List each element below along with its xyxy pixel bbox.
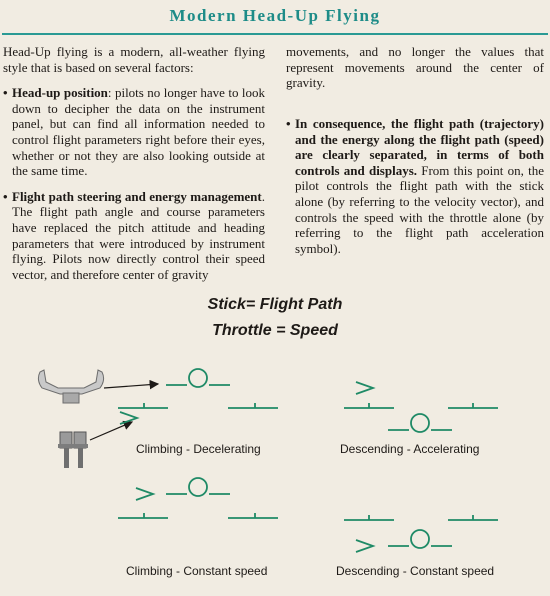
horizon-line-icon: [118, 513, 168, 518]
panel-descending-accelerating: [344, 382, 498, 432]
stick-arrow: [104, 384, 158, 388]
horizon-line-icon: [448, 403, 498, 408]
velocity-vector-icon: [189, 369, 207, 387]
acceleration-chevron-icon: [120, 412, 137, 424]
horizon-line-icon: [448, 515, 498, 520]
bullet-text: From this point on, the pilot controls the flight path with the stick alone (by referring to the velocity vector), and controls the speed with the throttle alone (by referring to the flight path acceleration symbol).: [295, 162, 544, 256]
page-title: Modern Head-Up Flying: [169, 6, 381, 25]
control-stick-icon: [38, 370, 103, 403]
bullet-text: . The flight path angle and course parameters have replaced the pitch attitude and heading parameters that were introduced by instrument flying. Pilots now directly control their speed vector, and therefore center of gravity: [12, 188, 265, 282]
horizon-line-icon: [344, 515, 394, 520]
bullet-text: : pilots no longer have to look down to decipher the data on the instrument panel, but can find all information needed to control flight parameters right before their eyes, whether or not they are also looking outside at the same time.: [12, 85, 265, 179]
formula-stick: Stick= Flight Path: [207, 296, 343, 313]
caption-climbing-constant: Climbing - Constant speed: [126, 564, 268, 578]
caption-climbing-decelerating: Climbing - Decelerating: [136, 442, 261, 456]
caption-descending-constant: Descending - Constant speed: [336, 564, 495, 578]
panel-climbing-decelerating: [118, 369, 278, 424]
velocity-vector-icon: [411, 530, 429, 548]
bullet-lead: In consequence, the flight path (trajectory) and the energy along the flight path (speed) are clearly separated, in terms of both controls and displays.: [295, 116, 544, 178]
bullet-lead: Flight path steering and energy management: [12, 188, 262, 204]
throttle-arrow: [90, 422, 132, 440]
bullet-text-continued: movements, and no longer the values that represent movements around the center of gravity.: [286, 44, 544, 91]
acceleration-chevron-icon: [356, 540, 373, 552]
horizon-line-icon: [118, 403, 168, 408]
horizon-line-icon: [228, 513, 278, 518]
panel-climbing-constant: [118, 478, 278, 518]
velocity-vector-icon: [189, 478, 207, 496]
acceleration-chevron-icon: [356, 382, 373, 394]
acceleration-chevron-icon: [136, 488, 153, 500]
throttle-icon: [58, 432, 88, 468]
caption-descending-accelerating: Descending - Accelerating: [340, 442, 480, 456]
velocity-vector-icon: [411, 414, 429, 432]
horizon-line-icon: [344, 403, 394, 408]
intro-paragraph: Head-Up flying is a modern, all-weather flying style that is based on several factors:: [3, 44, 265, 75]
formula-throttle: Throttle = Speed: [212, 322, 338, 339]
panel-descending-constant: [344, 515, 498, 552]
horizon-line-icon: [228, 403, 278, 408]
bullet-lead: Head-up position: [12, 85, 108, 101]
